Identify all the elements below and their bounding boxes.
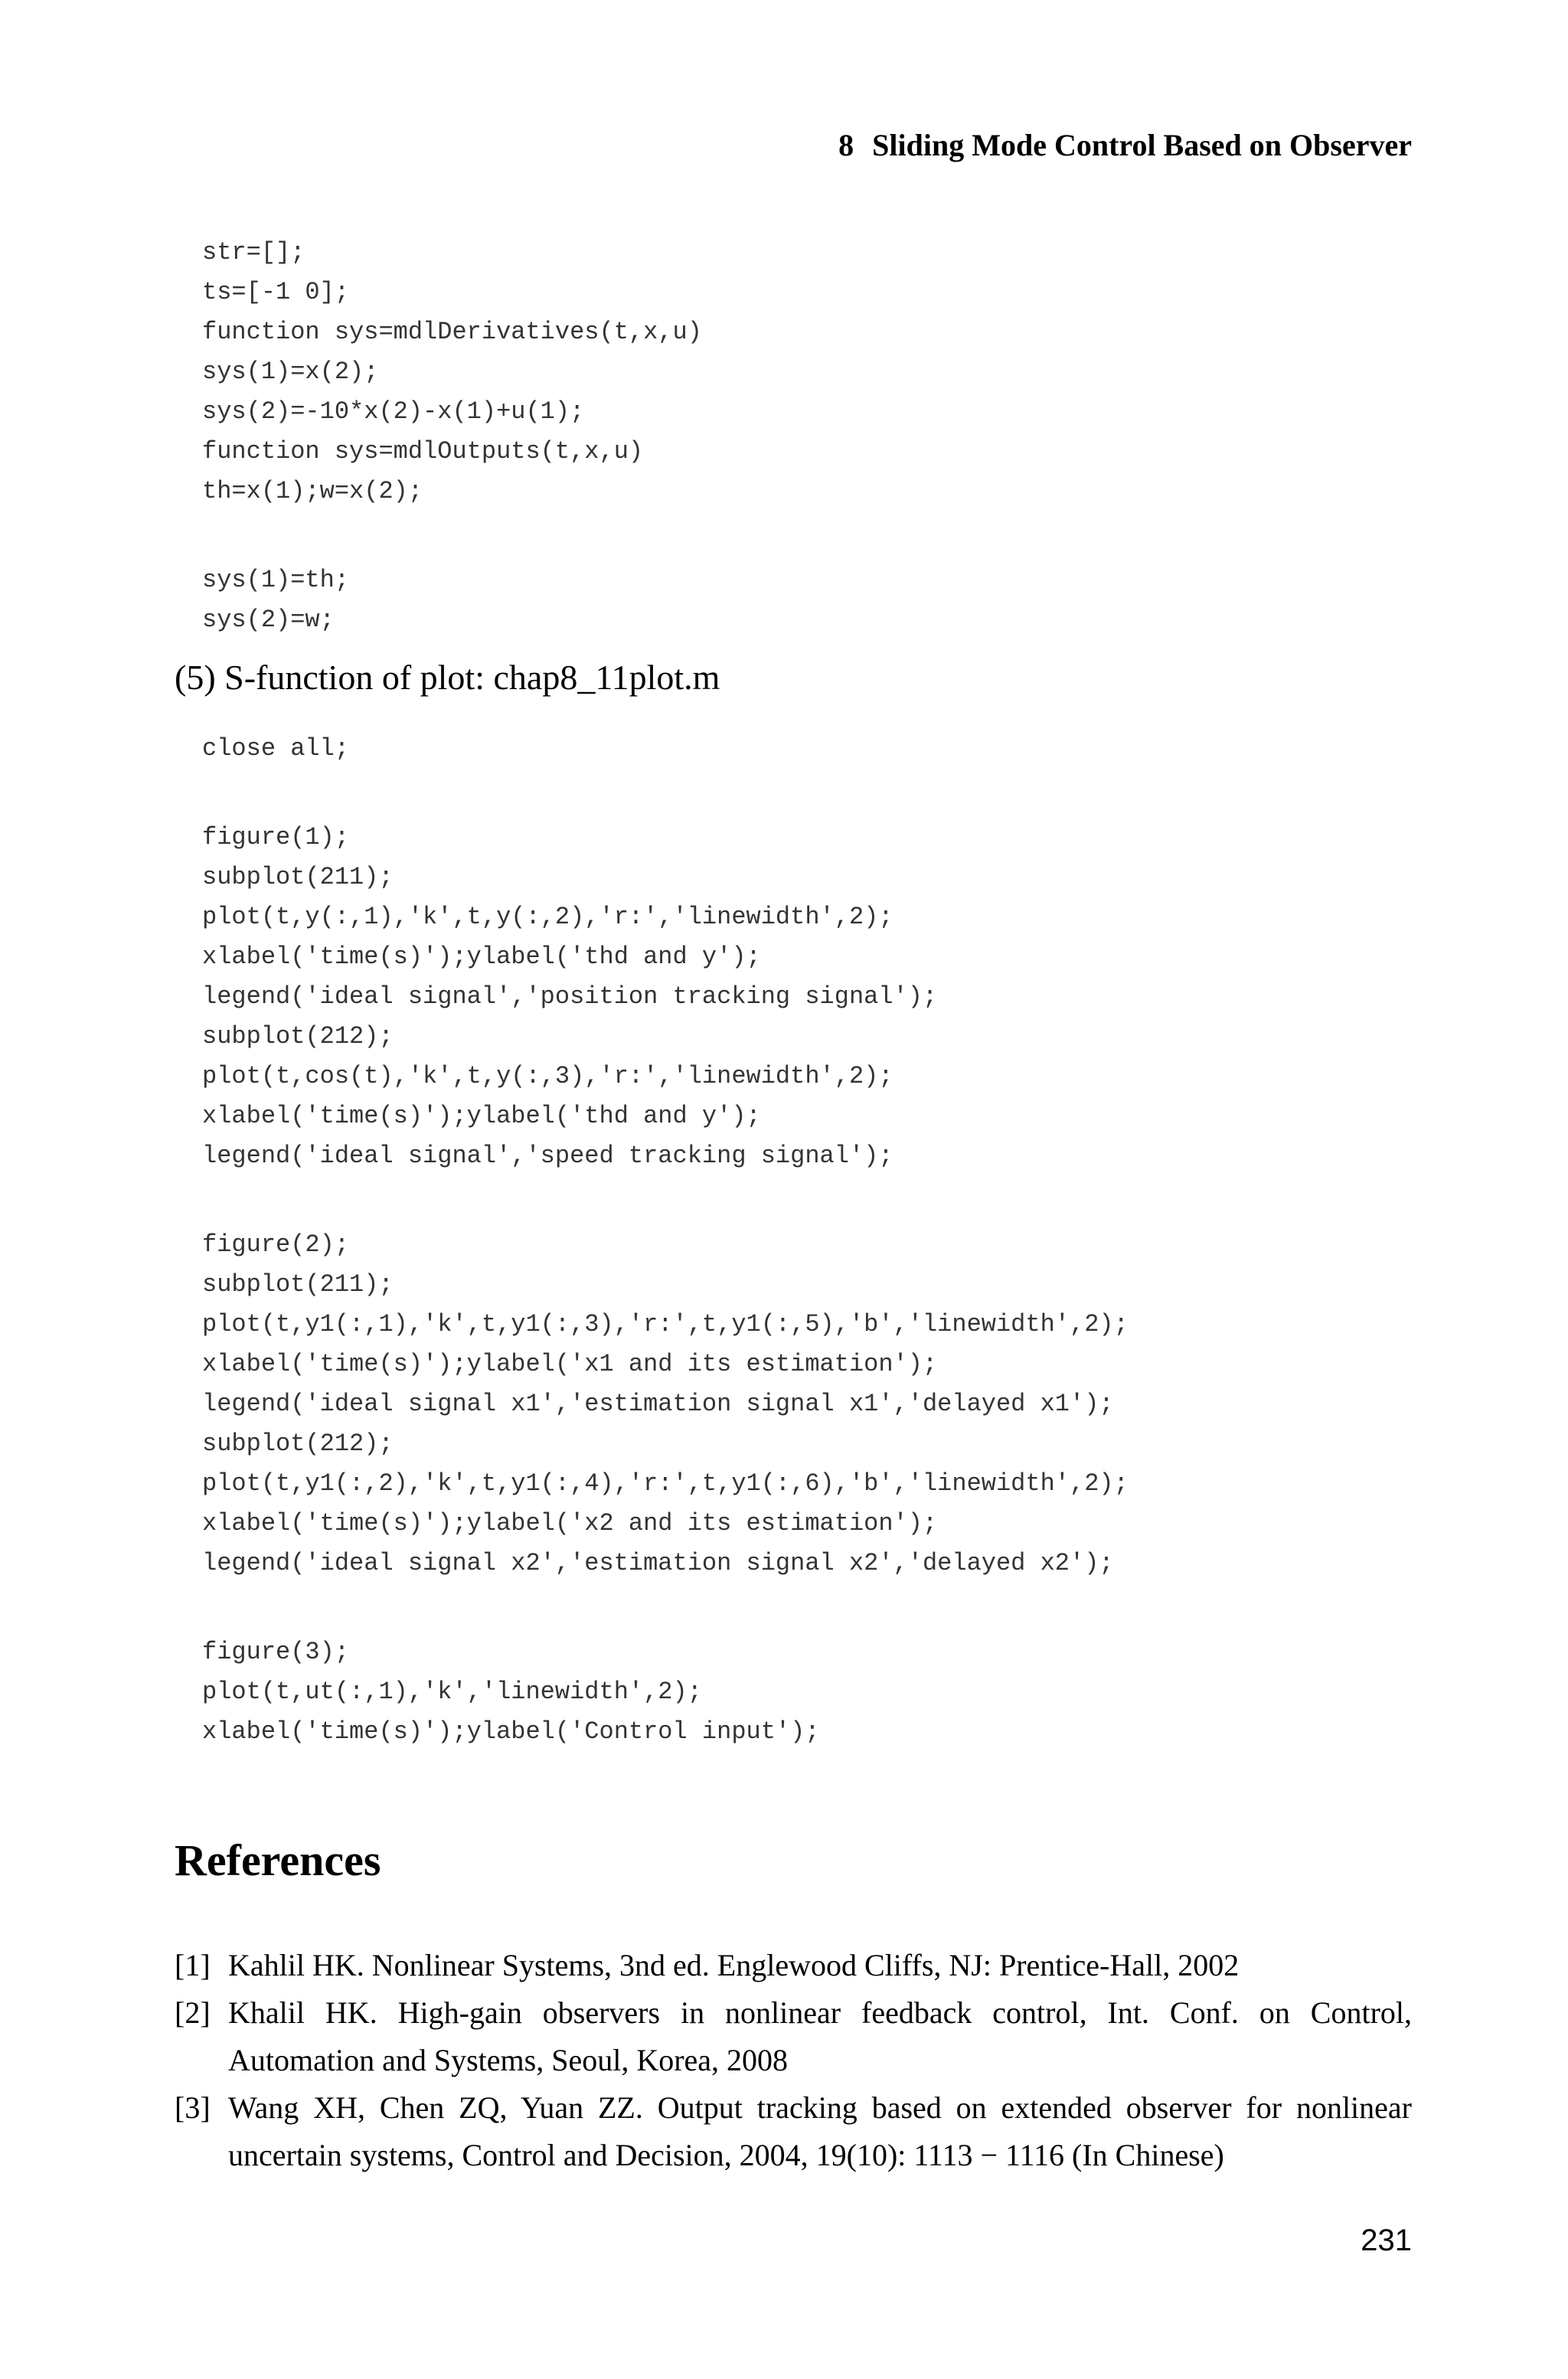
code-line: function sys=mdlDerivatives(t,x,u) bbox=[202, 318, 702, 346]
code-line: th=x(1);w=x(2); bbox=[202, 477, 423, 505]
code-blank-line bbox=[202, 769, 1129, 818]
code-blank-line bbox=[202, 1176, 1129, 1225]
reference-item bbox=[175, 1942, 1412, 1989]
code-line: plot(t,y(:,1),'k',t,y(:,2),'r:','linewidth',2); bbox=[202, 903, 893, 931]
reference-text: Khalil HK. High-gain observers in nonlinear feedback control, Int. Conf. on Control, Automation and Systems, Seoul, Korea, 2008 bbox=[228, 1995, 1412, 2077]
code-line: legend('ideal signal','position tracking signal'); bbox=[202, 982, 938, 1011]
reference-item bbox=[175, 2084, 1412, 2179]
code-line: figure(2); bbox=[202, 1230, 350, 1259]
code-line: sys(1)=x(2); bbox=[202, 358, 379, 386]
code-line: xlabel('time(s)');ylabel('x2 and its estimation'); bbox=[202, 1509, 938, 1538]
code-line: xlabel('time(s)');ylabel('x1 and its estimation'); bbox=[202, 1350, 938, 1378]
reference-number: [1] bbox=[175, 1948, 211, 1982]
code-line: subplot(212); bbox=[202, 1022, 394, 1051]
reference-text: Kahlil HK. Nonlinear Systems, 3nd ed. Englewood Cliffs, NJ: Prentice-Hall, 2002 bbox=[228, 1948, 1240, 1982]
code-line: legend('ideal signal','speed tracking signal'); bbox=[202, 1142, 893, 1170]
reference-item bbox=[175, 1989, 1412, 2084]
code-line: xlabel('time(s)');ylabel('thd and y'); bbox=[202, 1102, 761, 1130]
code-line: ts=[-1 0]; bbox=[202, 278, 350, 306]
code-block-plot-script bbox=[202, 729, 1129, 1752]
reference-number: [2] bbox=[175, 1995, 211, 2030]
reference-text: Wang XH, Chen ZQ, Yuan ZZ. Output tracking based on extended observer for nonlinear uncertain systems, Control and Decision, 2004, 19(10): 1113 − 1116 (In Chinese) bbox=[228, 2090, 1412, 2172]
code-blank-line bbox=[202, 1583, 1129, 1632]
code-line: sys(2)=-10*x(2)-x(1)+u(1); bbox=[202, 397, 585, 426]
code-line: plot(t,ut(:,1),'k','linewidth',2); bbox=[202, 1678, 702, 1706]
code-line: plot(t,y1(:,1),'k',t,y1(:,3),'r:',t,y1(:,5),'b','linewidth',2); bbox=[202, 1310, 1129, 1338]
chapter-number: 8 bbox=[838, 128, 854, 162]
code-line: subplot(211); bbox=[202, 863, 394, 891]
code-line: sys(1)=th; bbox=[202, 566, 350, 594]
code-line: xlabel('time(s)');ylabel('Control input'); bbox=[202, 1717, 820, 1746]
code-line: subplot(212); bbox=[202, 1430, 394, 1458]
code-line: str=[]; bbox=[202, 238, 305, 266]
references-list bbox=[175, 1942, 1412, 2179]
section-heading-plot: (5) S-function of plot: chap8_11plot.m bbox=[175, 658, 720, 697]
code-line: function sys=mdlOutputs(t,x,u) bbox=[202, 437, 644, 466]
code-line: figure(3); bbox=[202, 1638, 350, 1666]
code-line: plot(t,cos(t),'k',t,y(:,3),'r:','linewidth',2); bbox=[202, 1062, 893, 1090]
code-block-mdl-functions bbox=[202, 233, 702, 640]
code-line: plot(t,y1(:,2),'k',t,y1(:,4),'r:',t,y1(:,6),'b','linewidth',2); bbox=[202, 1469, 1129, 1498]
code-line: subplot(211); bbox=[202, 1270, 394, 1299]
code-blank-line bbox=[202, 511, 702, 560]
page-number: 231 bbox=[1361, 2224, 1412, 2257]
running-head bbox=[838, 127, 1412, 163]
code-line: sys(2)=w; bbox=[202, 606, 335, 634]
code-line: close all; bbox=[202, 734, 350, 763]
chapter-title: Sliding Mode Control Based on Observer bbox=[872, 128, 1412, 162]
code-line: legend('ideal signal x2','estimation signal x2','delayed x2'); bbox=[202, 1549, 1114, 1577]
references-heading: References bbox=[175, 1835, 381, 1885]
code-line: figure(1); bbox=[202, 823, 350, 851]
code-line: legend('ideal signal x1','estimation signal x1','delayed x1'); bbox=[202, 1390, 1114, 1418]
code-line: xlabel('time(s)');ylabel('thd and y'); bbox=[202, 943, 761, 971]
reference-number: [3] bbox=[175, 2090, 211, 2125]
